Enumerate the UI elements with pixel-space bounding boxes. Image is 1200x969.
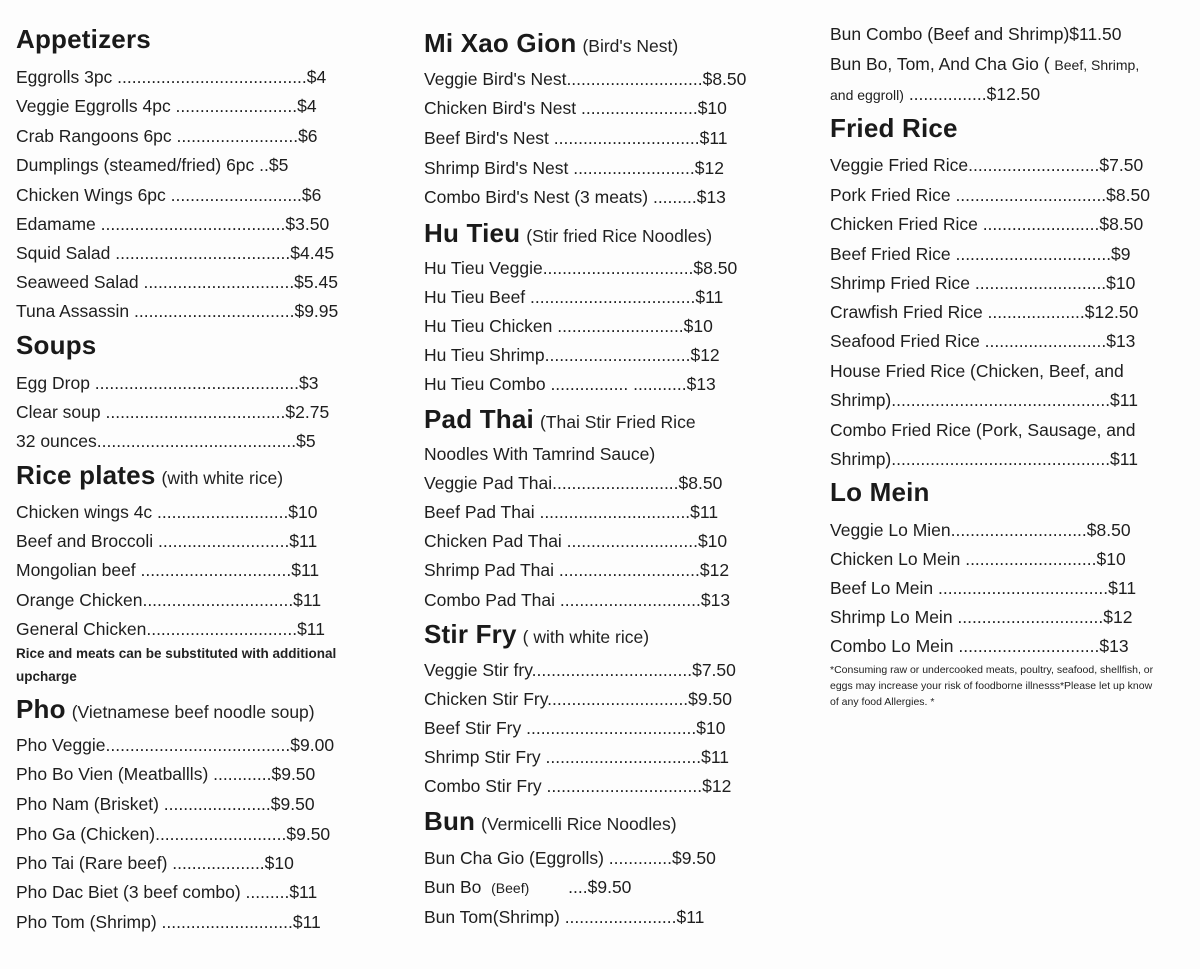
menu-item: Pho Tom (Shrimp) ...........................$11 (16, 912, 321, 932)
item-detail-cont: and eggroll) (830, 87, 904, 103)
menu-item: Veggie Stir fry.................................$7.50 (424, 660, 736, 680)
hu-tieu-title: Hu Tieu (424, 218, 521, 248)
item-price: ................$12.50 (908, 84, 1041, 104)
section-heading-stir-fry (424, 619, 649, 650)
pho-subtitle: (Vietnamese beef noodle soup) (71, 702, 315, 722)
menu-item: Chicken Pad Thai ...........................$10 (424, 531, 728, 551)
menu-item: General Chicken...............................$11 (16, 619, 325, 639)
soups-title: Soups (16, 330, 97, 360)
appetizers-title: Appetizers (16, 24, 151, 54)
menu-item: Shrimp Fried Rice ...........................$10 (830, 273, 1136, 293)
menu-item: Veggie Pad Thai..........................$8.50 (424, 473, 723, 493)
section-heading-lo-mein (830, 477, 930, 508)
menu-item: Pho Veggie......................................$9.00 (16, 735, 335, 755)
menu-item: Dumplings (steamed/fried) 6pc ..$5 (16, 155, 289, 175)
menu-item: Beef Lo Mein ...................................$11 (830, 578, 1137, 598)
section-heading-hu-tieu (424, 218, 712, 249)
bun-subtitle: (Vermicelli Rice Noodles) (481, 814, 677, 834)
lo-mein-title: Lo Mein (830, 477, 930, 507)
fried-rice-title: Fried Rice (830, 113, 958, 143)
menu-item: Beef Stir Fry ...................................$10 (424, 718, 726, 738)
pho-title: Pho (16, 694, 66, 724)
rice-plates-note: Rice and meats can be substituted with additional (16, 646, 337, 661)
section-heading-pho (16, 694, 315, 725)
menu-item: Combo Lo Mein .............................$13 (830, 636, 1129, 656)
allergy-disclaimer-end: of any food Allergies. * (830, 696, 935, 708)
menu-item: Pho Bo Vien (Meatballls) ............$9.50 (16, 764, 316, 784)
rice-plates-note-cont: upcharge (16, 669, 77, 684)
menu-item: Chicken Lo Mein ...........................$10 (830, 549, 1126, 569)
item-paren: (Beef) (491, 880, 530, 896)
menu-item: Hu Tieu Beef ..................................$11 (424, 287, 724, 307)
menu-item: Seafood Fried Rice .........................$13 (830, 331, 1136, 351)
menu-item: Combo Stir Fry ................................$12 (424, 776, 732, 796)
menu-item: Chicken Wings 6pc ...........................$6 (16, 185, 322, 205)
allergy-disclaimer: *Consuming raw or undercooked meats, poultry, seafood, shellfish, or (830, 664, 1154, 676)
section-heading-fried-rice (830, 113, 958, 144)
pad-thai-subtitle-cont: Noodles With Tamrind Sauce) (424, 444, 656, 464)
menu-item: Bun Cha Gio (Eggrolls) .............$9.50 (424, 848, 716, 868)
menu-item-cont: Shrimp).............................................$11 (830, 390, 1138, 410)
menu-item: Hu Tieu Combo ................ ...........$13 (424, 374, 716, 394)
menu-item: Shrimp Bird's Nest .........................$12 (424, 158, 724, 178)
bun-title: Bun (424, 806, 476, 836)
menu-item: Pork Fried Rice ...............................$8.50 (830, 185, 1150, 205)
menu-item: Chicken Stir Fry.............................$9.50 (424, 689, 732, 709)
menu-item: Eggrolls 3pc .......................................$4 (16, 67, 327, 87)
menu-item-cont: Shrimp).............................................$11 (830, 449, 1138, 469)
stir-fry-title: Stir Fry (424, 619, 517, 649)
menu-item: Squid Salad ....................................$4.45 (16, 243, 335, 263)
hu-tieu-subtitle: (Stir fried Rice Noodles) (526, 226, 713, 246)
menu-item: Veggie Bird's Nest............................$8.50 (424, 69, 747, 89)
menu-item: Bun Combo (Beef and Shrimp)$11.50 (830, 24, 1122, 44)
menu-item: Beef and Broccoli ...........................$11 (16, 531, 318, 551)
menu-item: Pho Dac Biet (3 beef combo) .........$11 (16, 882, 318, 902)
menu-item: Chicken Bird's Nest ........................$10 (424, 98, 727, 118)
menu-item: Orange Chicken...............................$11 (16, 590, 322, 610)
menu-item: Pho Nam (Brisket) ......................$9.50 (16, 794, 315, 814)
item-detail: Beef, Shrimp, (1054, 57, 1140, 73)
menu-item: Veggie Eggrolls 4pc .........................$4 (16, 96, 317, 116)
item-price: ....$9.50 (568, 877, 632, 897)
menu-item: Combo Pad Thai .............................$13 (424, 590, 731, 610)
menu-item: Veggie Lo Mien............................$8.50 (830, 520, 1131, 540)
menu-item: Chicken wings 4c ...........................$10 (16, 502, 318, 522)
menu-item: House Fried Rice (Chicken, Beef, and (830, 361, 1124, 381)
menu-item-bun-bo-tom-cha-gio (830, 53, 1139, 76)
pad-thai-title: Pad Thai (424, 404, 534, 434)
section-heading-appetizers (16, 24, 151, 55)
section-heading-soups (16, 330, 96, 361)
menu-item: Chicken Fried Rice ........................$8.50 (830, 214, 1144, 234)
menu-item: Crab Rangoons 6pc .........................$6 (16, 126, 318, 146)
menu-item-bun-bo (424, 876, 631, 899)
menu-item: Pho Tai (Rare beef) ...................$10 (16, 853, 294, 873)
menu-item: Egg Drop ..........................................$3 (16, 373, 319, 393)
menu-item: Beef Bird's Nest ..............................$11 (424, 128, 728, 148)
rice-plates-title: Rice plates (16, 460, 156, 490)
menu-item: 32 ounces.........................................$5 (16, 431, 316, 451)
menu-item: Shrimp Stir Fry ................................$11 (424, 747, 730, 767)
menu-item: Beef Pad Thai ...............................$11 (424, 502, 719, 522)
menu-item: Edamame ......................................$3.50 (16, 214, 330, 234)
menu-item: Beef Fried Rice ................................$9 (830, 244, 1131, 264)
menu-item: Shrimp Lo Mein ..............................$12 (830, 607, 1133, 627)
menu-item: Bun Tom(Shrimp) .......................$11 (424, 907, 705, 927)
menu-item: Veggie Fried Rice...........................$7.50 (830, 155, 1144, 175)
section-heading-pad-thai (424, 404, 696, 435)
menu-item: Shrimp Pad Thai .............................$12 (424, 560, 730, 580)
stir-fry-subtitle: ( with white rice) (522, 627, 650, 647)
menu-item: Seaweed Salad ...............................$5.45 (16, 272, 338, 292)
item-name: Bun Bo (424, 877, 482, 897)
rice-plates-subtitle: (with white rice) (161, 468, 284, 488)
item-name: Bun Bo, Tom, And Cha Gio ( (830, 54, 1050, 74)
menu-item: Tuna Assassin .................................$9.95 (16, 301, 339, 321)
mi-xao-gion-subtitle: (Bird's Nest) (582, 36, 679, 56)
mi-xao-gion-title: Mi Xao Gion (424, 28, 577, 58)
menu-item: Crawfish Fried Rice ....................$12.50 (830, 302, 1139, 322)
section-heading-mi-xao-gion (424, 28, 678, 59)
section-heading-rice-plates (16, 460, 283, 491)
menu-item: Mongolian beef ...............................$11 (16, 560, 320, 580)
menu-item: Combo Bird's Nest (3 meats) .........$13 (424, 187, 726, 207)
allergy-disclaimer-cont: eggs may increase your risk of foodborne illnesss*Please let up know (830, 680, 1153, 692)
menu-item: Hu Tieu Shrimp..............................$12 (424, 345, 720, 365)
menu-item: Pho Ga (Chicken)...........................$9.50 (16, 824, 331, 844)
pad-thai-subtitle: (Thai Stir Fried Rice (539, 412, 696, 432)
menu-item-bun-bo-tom-cha-gio-cont (830, 83, 1040, 106)
menu-item: Hu Tieu Veggie...............................$8.50 (424, 258, 738, 278)
menu-item: Clear soup .....................................$2.75 (16, 402, 330, 422)
menu-item: Hu Tieu Chicken ..........................$10 (424, 316, 713, 336)
section-heading-bun (424, 806, 677, 837)
menu-item: Combo Fried Rice (Pork, Sausage, and (830, 420, 1136, 440)
